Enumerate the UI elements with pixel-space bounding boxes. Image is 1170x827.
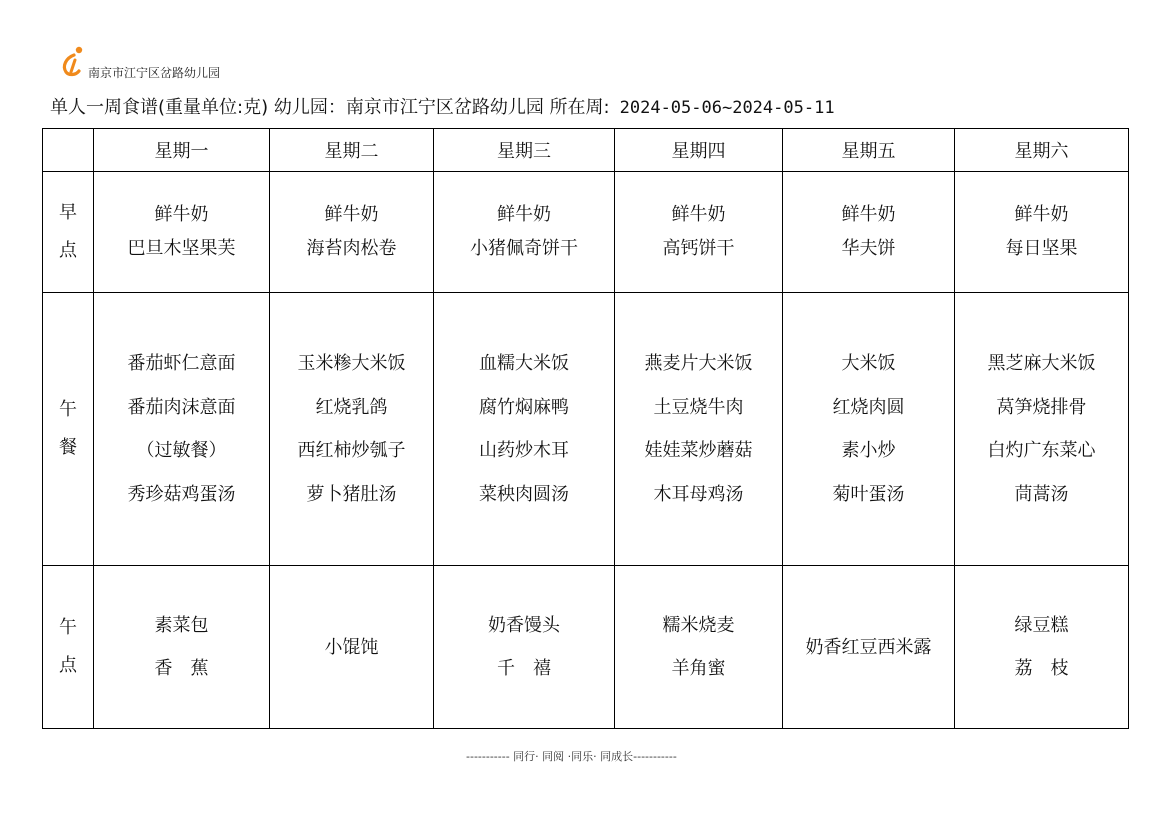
meal-label-char: 午 — [59, 617, 77, 638]
dish-item: （过敏餐） — [136, 440, 227, 461]
dish-item: 小馄饨 — [324, 636, 379, 658]
menu-cell — [615, 172, 783, 293]
dish-item: 菜秧肉圆汤 — [479, 483, 569, 505]
menu-cell — [270, 566, 434, 729]
meal-label — [43, 566, 94, 729]
dish-item: 每日坚果 — [1005, 238, 1078, 259]
footer-motto: ----------- 同行· 同阅 ·同乐· 同成长----------- — [466, 750, 677, 763]
dish-item: 羊角蜜 — [671, 658, 726, 679]
dish-item: 糯米烧麦 — [662, 615, 735, 636]
menu-cell — [783, 293, 955, 566]
dish-item: 海苔肉松卷 — [306, 238, 397, 259]
corner-cell — [43, 129, 94, 172]
dish-item: 红烧肉圆 — [832, 396, 905, 418]
dish-item: 燕麦片大米饭 — [644, 353, 753, 374]
menu-cell — [434, 566, 615, 729]
dish-item: 华夫饼 — [841, 238, 896, 259]
menu-cell — [615, 293, 783, 566]
afternoon-snack-row — [43, 566, 1129, 729]
meal-label — [43, 172, 94, 293]
lunch-row — [43, 293, 1129, 566]
dish-item: 香 蕉 — [154, 658, 209, 679]
dish-item: 绿豆糕 — [1014, 615, 1069, 636]
dish-item: 腐竹焖麻鸭 — [479, 396, 569, 418]
dish-item: 秀珍菇鸡蛋汤 — [127, 483, 236, 505]
meal-label-char: 餐 — [59, 437, 77, 458]
dish-item: 土豆烧牛肉 — [653, 396, 744, 418]
dish-item: 高钙饼干 — [662, 238, 735, 259]
dish-item: 番茄虾仁意面 — [127, 353, 236, 374]
dish-item: 小猪佩奇饼干 — [470, 238, 578, 259]
meal-label-char: 点 — [59, 240, 77, 261]
menu-cell — [94, 566, 270, 729]
dish-item: 番茄肉沫意面 — [127, 396, 236, 418]
day-header-row — [43, 129, 1129, 172]
dish-item: 奶香馒头 — [488, 615, 560, 636]
logo-mark-icon — [60, 44, 90, 78]
day-header: 星期六 — [955, 129, 1129, 172]
dish-item: 素小炒 — [841, 440, 896, 461]
day-header: 星期三 — [434, 129, 615, 172]
dish-item: 荔 枝 — [1014, 658, 1069, 679]
dish-item: 西红柿炒瓠子 — [297, 440, 406, 461]
dish-item: 鲜牛奶 — [497, 204, 551, 225]
menu-cell — [434, 293, 615, 566]
dish-item: 玉米糁大米饭 — [297, 353, 406, 374]
dish-item: 素菜包 — [154, 615, 209, 636]
breakfast-row — [43, 172, 1129, 293]
logo-text: 南京市江宁区岔路幼儿园 — [88, 66, 221, 80]
menu-cell — [94, 293, 270, 566]
dish-item: 血糯大米饭 — [479, 353, 569, 374]
day-header: 星期一 — [94, 129, 270, 172]
meal-label-char: 早 — [59, 202, 77, 223]
day-header: 星期二 — [270, 129, 434, 172]
menu-cell — [270, 172, 434, 293]
meal-label — [43, 293, 94, 566]
dish-item: 鲜牛奶 — [154, 204, 209, 225]
dish-item: 巴旦木坚果芙 — [127, 238, 236, 259]
dish-item: 大米饭 — [841, 353, 896, 374]
dish-item: 鲜牛奶 — [671, 204, 726, 225]
menu-cell — [270, 293, 434, 566]
kindergarten-logo — [60, 44, 260, 80]
dish-item: 木耳母鸡汤 — [653, 483, 744, 505]
dish-item: 茼蒿汤 — [1014, 483, 1069, 505]
menu-cell — [615, 566, 783, 729]
dish-item: 千 禧 — [497, 658, 551, 679]
dish-item: 红烧乳鸽 — [315, 396, 388, 418]
dish-item: 鲜牛奶 — [324, 204, 379, 225]
dish-item: 萝卜猪肚汤 — [306, 483, 397, 505]
dish-item: 娃娃菜炒蘑菇 — [644, 440, 753, 461]
meal-label-char: 点 — [59, 655, 77, 676]
dish-item: 黑芝麻大米饭 — [987, 353, 1096, 374]
weekly-menu-table — [42, 128, 1129, 729]
menu-cell — [955, 172, 1129, 293]
menu-cell — [955, 293, 1129, 566]
day-header: 星期五 — [783, 129, 955, 172]
page-title — [50, 93, 835, 119]
day-header: 星期四 — [615, 129, 783, 172]
menu-cell — [434, 172, 615, 293]
dish-item: 奶香红豆西米露 — [805, 636, 932, 658]
menu-cell — [783, 566, 955, 729]
dish-item: 莴笋烧排骨 — [996, 396, 1087, 418]
dish-item: 鲜牛奶 — [1014, 204, 1069, 225]
dish-item: 菊叶蛋汤 — [832, 483, 905, 505]
menu-cell — [955, 566, 1129, 729]
menu-cell — [783, 172, 955, 293]
dish-item: 白灼广东菜心 — [987, 440, 1096, 461]
meal-label-char: 午 — [59, 399, 77, 420]
dish-item: 鲜牛奶 — [841, 204, 896, 225]
title-prefix: 单人一周食谱(重量单位:克) 幼儿园：南京市江宁区岔路幼儿园 所在周: — [50, 97, 610, 118]
dish-item: 山药炒木耳 — [479, 440, 569, 461]
week-range: 2024-05-06~2024-05-11 — [619, 98, 835, 118]
menu-cell — [94, 172, 270, 293]
